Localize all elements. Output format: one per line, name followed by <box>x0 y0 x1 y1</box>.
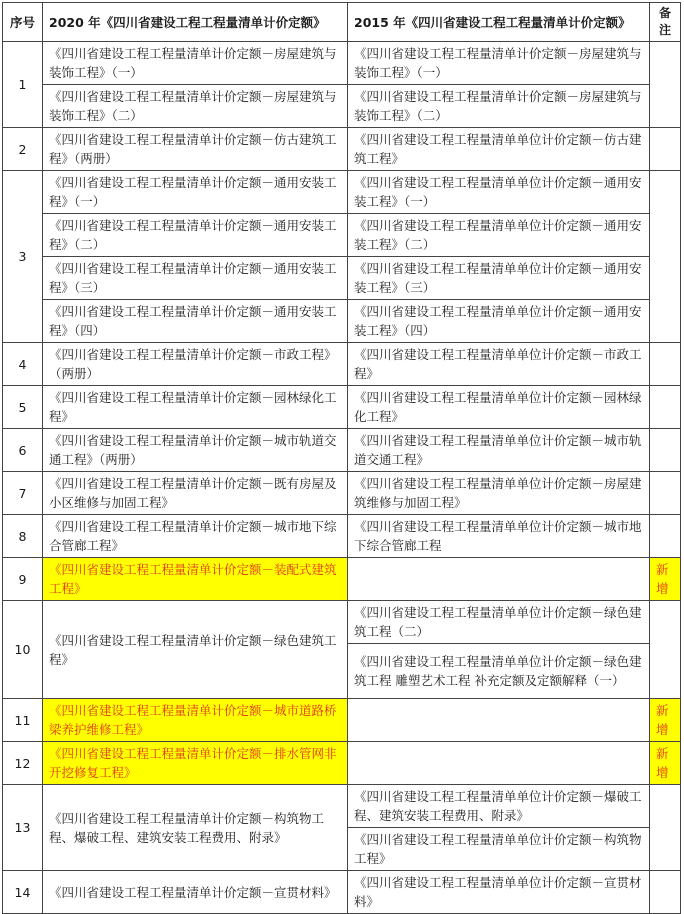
cell-2020: 《四川省建设工程工程量清单计价定额－通用安装工程》（一） <box>43 171 348 214</box>
header-seq: 序号 <box>3 3 43 42</box>
cell-note <box>650 601 681 699</box>
row-number: 5 <box>3 386 43 429</box>
row-number: 9 <box>3 558 43 601</box>
table-row <box>3 300 681 343</box>
cell-2015: 《四川省建设工程工程量清单单位计价定额－城市轨道交通工程》 <box>348 429 650 472</box>
cell-2015: 《四川省建设工程工程量清单计价定额－房屋建筑与装饰工程》（二） <box>348 85 650 128</box>
table-row <box>3 42 681 85</box>
cell-2020-new: 《四川省建设工程工程量清单计价定额－城市道路桥梁养护维修工程》 <box>43 699 348 742</box>
row-number: 13 <box>3 785 43 871</box>
cell-2015-empty <box>348 699 650 742</box>
table-row <box>3 257 681 300</box>
cell-2015: 《四川省建设工程工程量清单单位计价定额－通用安装工程》（三） <box>348 257 650 300</box>
table-row <box>3 871 681 914</box>
cell-2015: 《四川省建设工程工程量清单单位计价定额－城市地下综合管廊工程 <box>348 515 650 558</box>
cell-2015: 《四川省建设工程工程量清单单位计价定额－绿色建筑工程 雕塑艺术工程 补充定额及定额解释（一） <box>348 644 650 699</box>
quota-comparison-table <box>2 2 681 914</box>
cell-note <box>650 128 681 171</box>
cell-2015: 《四川省建设工程工程量清单单位计价定额－绿色建筑工程（二） <box>348 601 650 644</box>
cell-2020: 《四川省建设工程工程量清单计价定额－通用安装工程》（四） <box>43 300 348 343</box>
cell-2020: 《四川省建设工程工程量清单计价定额－城市地下综合管廊工程》 <box>43 515 348 558</box>
cell-note <box>650 871 681 914</box>
table-row-new <box>3 558 681 601</box>
cell-note <box>650 785 681 871</box>
cell-2020: 《四川省建设工程工程量清单计价定额－既有房屋及小区维修与加固工程》 <box>43 472 348 515</box>
header-2015: 2015 年《四川省建设工程工程量清单计价定额》 <box>348 3 650 42</box>
row-number: 8 <box>3 515 43 558</box>
table-row <box>3 85 681 128</box>
table-row <box>3 128 681 171</box>
cell-2015: 《四川省建设工程工程量清单单位计价定额－房屋建筑维修与加固工程》 <box>348 472 650 515</box>
cell-2020-new: 《四川省建设工程工程量清单计价定额－排水管网非开挖修复工程》 <box>43 742 348 785</box>
cell-2020: 《四川省建设工程工程量清单计价定额－房屋建筑与装饰工程》（一） <box>43 42 348 85</box>
row-number: 2 <box>3 128 43 171</box>
header-2020: 2020 年《四川省建设工程工程量清单计价定额》 <box>43 3 348 42</box>
row-number: 14 <box>3 871 43 914</box>
cell-2015-empty <box>348 742 650 785</box>
cell-note-new: 新增 <box>650 699 681 742</box>
cell-2015: 《四川省建设工程工程量清单单位计价定额－园林绿化工程》 <box>348 386 650 429</box>
table-row <box>3 214 681 257</box>
cell-2020: 《四川省建设工程工程量清单计价定额－宣贯材料》 <box>43 871 348 914</box>
cell-2015: 《四川省建设工程工程量清单单位计价定额－通用安装工程》（一） <box>348 171 650 214</box>
cell-2020: 《四川省建设工程工程量清单计价定额－通用安装工程》（二） <box>43 214 348 257</box>
cell-2015: 《四川省建设工程工程量清单单位计价定额－构筑物工程》 <box>348 828 650 871</box>
cell-2015-empty <box>348 558 650 601</box>
row-number: 4 <box>3 343 43 386</box>
table-row-new <box>3 742 681 785</box>
cell-2020: 《四川省建设工程工程量清单计价定额－构筑物工程、爆破工程、建筑安装工程费用、附录》 <box>43 785 348 871</box>
cell-note-new: 新增 <box>650 742 681 785</box>
cell-2015: 《四川省建设工程工程量清单单位计价定额－仿古建筑工程》 <box>348 128 650 171</box>
cell-2015: 《四川省建设工程工程量清单单位计价定额－通用安装工程》（二） <box>348 214 650 257</box>
cell-2020: 《四川省建设工程工程量清单计价定额－通用安装工程》（三） <box>43 257 348 300</box>
cell-2015: 《四川省建设工程工程量清单计价定额－房屋建筑与装饰工程》（一） <box>348 42 650 85</box>
row-number: 7 <box>3 472 43 515</box>
cell-note <box>650 472 681 515</box>
cell-2020: 《四川省建设工程工程量清单计价定额－城市轨道交通工程》（两册） <box>43 429 348 472</box>
cell-note <box>650 386 681 429</box>
cell-2020: 《四川省建设工程工程量清单计价定额－房屋建筑与装饰工程》（二） <box>43 85 348 128</box>
row-number: 11 <box>3 699 43 742</box>
table-row <box>3 472 681 515</box>
cell-2015: 《四川省建设工程工程量清单单位计价定额－市政工程》 <box>348 343 650 386</box>
table-row-new <box>3 699 681 742</box>
cell-2020: 《四川省建设工程工程量清单计价定额－仿古建筑工程》（两册） <box>43 128 348 171</box>
row-number: 1 <box>3 42 43 128</box>
row-number: 6 <box>3 429 43 472</box>
row-number: 12 <box>3 742 43 785</box>
row-number: 10 <box>3 601 43 699</box>
table-row <box>3 601 681 644</box>
table-row <box>3 515 681 558</box>
cell-note <box>650 42 681 128</box>
table-row <box>3 386 681 429</box>
table-row <box>3 429 681 472</box>
cell-note <box>650 343 681 386</box>
row-number: 3 <box>3 171 43 343</box>
cell-note <box>650 429 681 472</box>
cell-2015: 《四川省建设工程工程量清单单位计价定额－通用安装工程》（四） <box>348 300 650 343</box>
cell-note-new: 新增 <box>650 558 681 601</box>
cell-2015: 《四川省建设工程工程量清单单位计价定额－宣贯材料》 <box>348 871 650 914</box>
cell-2020-new: 《四川省建设工程工程量清单计价定额－装配式建筑工程》 <box>43 558 348 601</box>
header-row <box>3 3 681 42</box>
cell-2020: 《四川省建设工程工程量清单计价定额－市政工程》（两册） <box>43 343 348 386</box>
cell-2020: 《四川省建设工程工程量清单计价定额－园林绿化工程》 <box>43 386 348 429</box>
cell-2015: 《四川省建设工程工程量清单单位计价定额－爆破工程、建筑安装工程费用、附录》 <box>348 785 650 828</box>
table-row <box>3 785 681 828</box>
cell-note <box>650 515 681 558</box>
header-note: 备注 <box>650 3 681 42</box>
cell-2020: 《四川省建设工程工程量清单计价定额－绿色建筑工程》 <box>43 601 348 699</box>
cell-note <box>650 171 681 343</box>
table-row <box>3 343 681 386</box>
table-row <box>3 171 681 214</box>
